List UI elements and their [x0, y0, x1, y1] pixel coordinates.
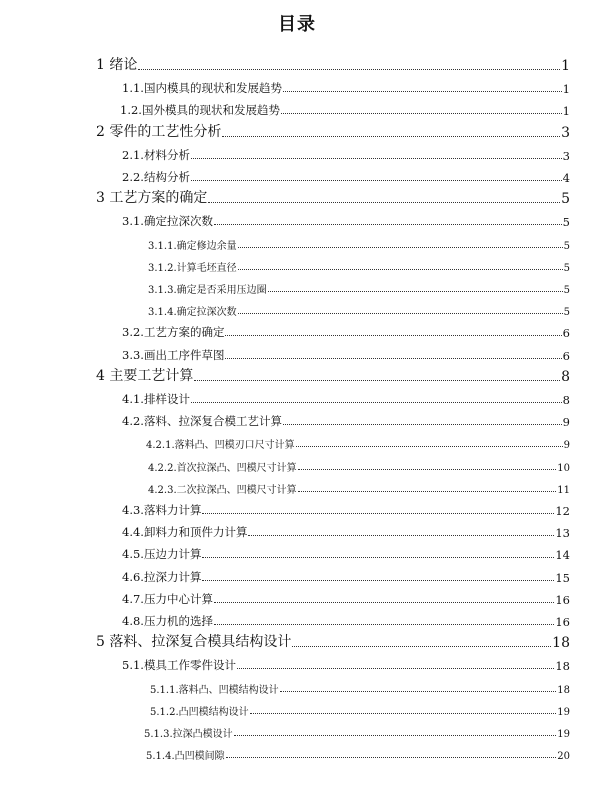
dot-leader: [248, 534, 554, 536]
toc-entry[interactable]: [150, 674, 570, 696]
toc-entry-label: 4.1.排样设计: [122, 392, 190, 406]
toc-entry-label: 4.7.压力中心计算: [122, 591, 213, 606]
dot-leader: [298, 490, 557, 492]
dot-leader: [202, 512, 554, 514]
toc-entry[interactable]: [120, 96, 570, 118]
toc-entry[interactable]: [150, 696, 570, 718]
dot-leader: [214, 601, 554, 603]
toc-entry-page: 3: [562, 148, 570, 163]
toc-entry[interactable]: [144, 718, 570, 740]
toc-entry-label: 2 零件的工艺性分析: [96, 123, 222, 140]
toc-entry-label: 4.5.压边力计算: [122, 547, 202, 562]
toc-entry-label: 5.1.3.拉深凸模设计: [144, 729, 233, 740]
toc-entry-label: 5.1.4.凸凹模间隙: [146, 751, 225, 763]
toc-entry[interactable]: [122, 563, 570, 585]
toc-entry-page: 18: [552, 635, 570, 652]
toc-entry[interactable]: [96, 52, 570, 74]
toc-entry-page: 11: [557, 484, 570, 496]
toc-entry-page: 9: [563, 440, 570, 452]
toc-entry-label: 2.2.结构分析: [122, 170, 190, 184]
dot-leader: [238, 268, 563, 270]
dot-leader: [283, 423, 562, 425]
toc-entry-label: 4.2.3.二次拉深凸、凹模尺寸计算: [148, 484, 297, 496]
dot-leader: [268, 290, 563, 292]
dot-leader: [138, 68, 560, 70]
toc-entry-page: 19: [557, 706, 570, 718]
toc-entry-page: 5: [563, 240, 570, 252]
dot-leader: [250, 712, 557, 714]
toc-entry-page: 1: [562, 82, 570, 97]
toc-entry-label: 4.2.2.首次拉深凸、凹模尺寸计算: [148, 462, 297, 474]
toc-entry-label: 4.4.卸料力和顶件力计算: [122, 525, 248, 540]
toc-entry-page: 8: [562, 393, 570, 407]
toc-entry[interactable]: [122, 585, 570, 607]
toc-entry-label: 3.2.工艺方案的确定: [122, 325, 225, 340]
toc-entry[interactable]: [122, 141, 570, 163]
toc-entry[interactable]: [96, 363, 570, 385]
toc-entry[interactable]: [122, 518, 570, 540]
toc-entry[interactable]: [148, 230, 570, 252]
toc-entry-page: 14: [555, 548, 570, 563]
dot-leader: [225, 334, 561, 336]
toc-entry-page: 13: [555, 526, 570, 541]
toc-entry-page: 19: [557, 729, 570, 740]
dot-leader: [298, 468, 557, 470]
toc-entry-page: 15: [555, 570, 570, 585]
toc-entry[interactable]: [122, 651, 570, 673]
toc-entry-page: 16: [555, 615, 570, 629]
toc-entry-label: 5.1.1.落料凸、凹模结构设计: [150, 684, 279, 696]
dot-leader: [222, 135, 560, 137]
toc-entry-page: 5: [563, 262, 570, 274]
toc-entry[interactable]: [122, 341, 570, 363]
toc-entry[interactable]: [148, 274, 570, 296]
toc-entry[interactable]: [148, 296, 570, 318]
toc-entry[interactable]: [146, 740, 570, 762]
toc-entry-label: 3.1.确定拉深次数: [122, 214, 213, 229]
toc-entry[interactable]: [122, 74, 570, 96]
toc-entry-page: 5: [561, 191, 570, 208]
toc-entry-label: 3.1.1.确定修边余量: [148, 240, 237, 252]
toc-entry-label: 4.2.落料、拉深复合模工艺计算: [122, 414, 282, 429]
toc-entry-label: 3.3.画出工序件草图: [122, 347, 225, 362]
toc-entry[interactable]: [122, 385, 570, 407]
toc-entry[interactable]: [122, 607, 570, 629]
toc-title: 目录: [278, 14, 316, 35]
toc-entry-page: 4: [562, 171, 570, 185]
dot-leader: [292, 645, 551, 647]
dot-leader: [238, 246, 563, 248]
toc-entry-page: 12: [555, 504, 570, 518]
toc-entry-page: 8: [561, 368, 570, 385]
toc-entry-page: 1: [562, 104, 570, 119]
toc-entry-label: 4.3.落料力计算: [122, 503, 202, 517]
toc-entry[interactable]: [148, 474, 570, 496]
dot-leader: [214, 623, 554, 625]
toc-entry-page: 18: [555, 659, 570, 674]
toc-entry[interactable]: [122, 407, 570, 429]
toc-entry-page: 1: [561, 58, 570, 74]
toc-entry-label: 3.1.3.确定是否采用压边圈: [148, 285, 267, 296]
dot-leader: [234, 734, 557, 736]
toc-entry-label: 1.2.国外模具的现状和发展趋势: [120, 103, 280, 118]
toc-entry-page: 5: [563, 307, 570, 319]
dot-leader: [191, 401, 562, 403]
dot-leader: [296, 445, 563, 447]
toc-entry-page: 9: [562, 415, 570, 430]
toc-entry[interactable]: [96, 185, 570, 207]
dot-leader: [191, 157, 562, 159]
toc-entry-label: 4 主要工艺计算: [96, 367, 194, 384]
dot-leader: [225, 357, 561, 359]
toc-entry-page: 18: [557, 684, 570, 696]
dot-leader: [238, 312, 563, 314]
dot-leader: [214, 223, 562, 225]
toc-entry-label: 5.1.模具工作零件设计: [122, 658, 236, 673]
dot-leader: [281, 112, 562, 114]
dot-leader: [194, 379, 560, 381]
toc-entry[interactable]: [122, 496, 570, 518]
toc-entry-label: 1 绪论: [96, 57, 138, 73]
toc-entry-page: 5: [563, 285, 570, 296]
toc-entry-label: 5 落料、拉深复合模具结构设计: [96, 634, 292, 651]
toc-entry[interactable]: [96, 119, 570, 141]
toc-entry-label: 4.6.拉深力计算: [122, 569, 202, 584]
toc-entry[interactable]: [122, 318, 570, 340]
toc-entry[interactable]: [148, 252, 570, 274]
dot-leader: [226, 756, 557, 758]
toc-entry-page: 10: [557, 462, 570, 474]
toc-entry-label: 1.1.国内模具的现状和发展趋势: [122, 81, 282, 96]
toc-entry-label: 5.1.2.凸凹模结构设计: [150, 706, 249, 718]
toc-entry[interactable]: [148, 452, 570, 474]
toc-entry-page: 16: [555, 592, 570, 607]
dot-leader: [202, 556, 554, 558]
toc-entry-page: 3: [561, 124, 570, 141]
toc-entry-label: 4.2.1.落料凸、凹模刃口尺寸计算: [146, 440, 295, 452]
toc-entry-page: 20: [557, 751, 570, 763]
toc-entry-label: 3.1.4.确定拉深次数: [148, 307, 237, 319]
toc-entry-label: 4.8.压力机的选择: [122, 614, 213, 628]
dot-leader: [237, 667, 554, 669]
dot-leader: [191, 179, 562, 181]
toc-entry[interactable]: [122, 540, 570, 562]
toc-entry-label: 3 工艺方案的确定: [96, 190, 208, 207]
dot-leader: [202, 579, 554, 581]
toc-entry-label: 2.1.材料分析: [122, 147, 190, 162]
toc-entry[interactable]: [122, 163, 570, 185]
dot-leader: [280, 690, 557, 692]
toc-entry[interactable]: [122, 207, 570, 229]
dot-leader: [283, 90, 562, 92]
dot-leader: [208, 201, 560, 203]
toc-entry-page: 6: [562, 326, 570, 341]
toc-entry-page: 6: [562, 348, 570, 363]
toc-entry[interactable]: [96, 629, 570, 651]
toc-entry[interactable]: [146, 429, 570, 451]
toc-entry-label: 3.1.2.计算毛坯直径: [148, 262, 237, 274]
toc-entry-page: 5: [562, 215, 570, 230]
